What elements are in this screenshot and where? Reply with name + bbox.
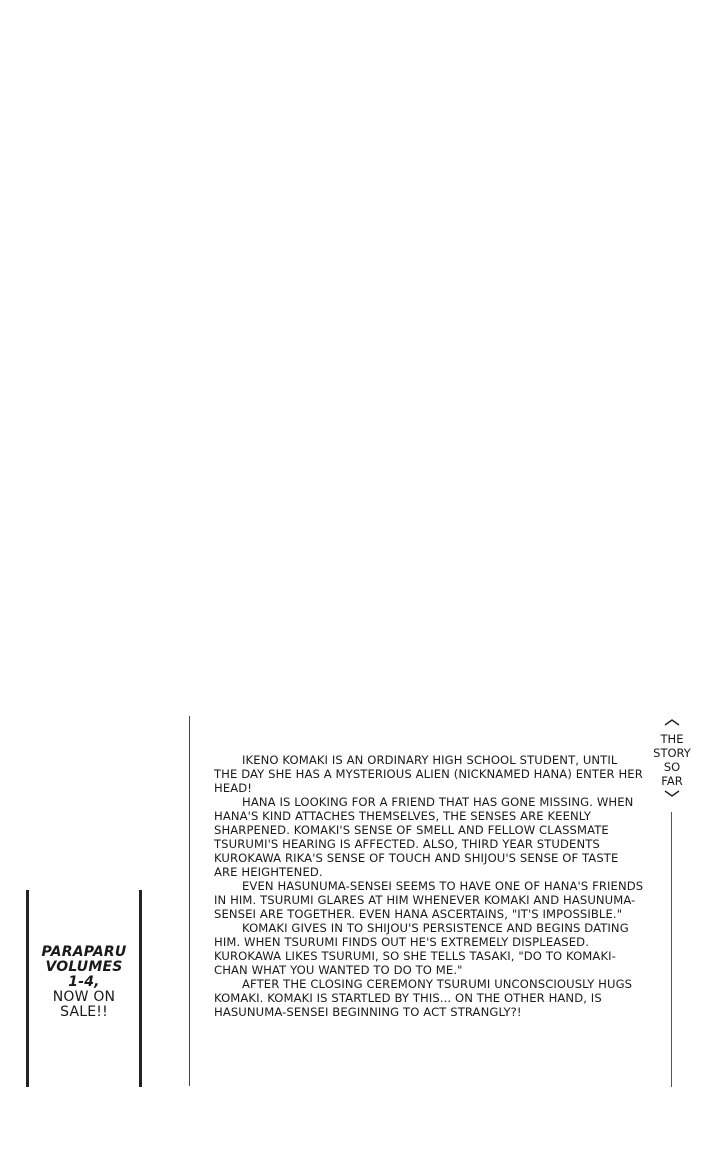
label-far: FAR — [661, 774, 683, 788]
side-divider-line — [671, 812, 672, 1087]
promo-box — [30, 945, 138, 1020]
promo-box-right-border — [139, 890, 142, 1087]
story-paragraph-5: AFTER THE CLOSING CEREMONY TSURUMI UNCONSCIOUSLY HUGS KOMAKI. KOMAKI IS STARTLED BY THIS... ON THE OTHER HAND, IS HASUNUMA-SENSEI BEGINNING TO ACT STRANGLY?! — [214, 977, 633, 1019]
promo-range: 1-4, — [68, 974, 100, 990]
chevron-down-icon — [644, 788, 700, 804]
story-paragraph-4: KOMAKI GIVES IN TO SHIJOU'S PERSISTENCE AND BEGINS DATING HIM. WHEN TSURUMI FINDS OUT HE'S EXTREMELY DISPLEASED. KUROKAWA LIKES TSURUMI, SO SHE TELLS TASAKI, "DO TO KOMAKI-CHAN WHAT YOU WANTED TO DO TO ME." — [214, 921, 629, 977]
label-the: THE — [660, 732, 684, 746]
promo-now-on: NOW ON — [52, 989, 116, 1005]
promo-sale: SALE!! — [60, 1004, 108, 1020]
label-story: STORY — [653, 746, 691, 760]
label-so: SO — [663, 760, 681, 774]
chevron-up-icon — [644, 716, 700, 732]
promo-title: PARAPARU — [41, 944, 127, 960]
story-paragraph-2: HANA IS LOOKING FOR A FRIEND THAT HAS GONE MISSING. WHEN HANA'S KIND ATTACHES THEMSELVES, THE SENSES ARE KEENLY SHARPENED. KOMAKI'S SENSE OF SMELL AND FELLOW CLASSMATE TSURUMI'S HEARING IS AFFECTED. ALSO, THIRD YEAR STUDENTS KUROKAWA RIKA'S SENSE OF TOUCH AND SHIJOU'S SENSE OF TASTE ARE HEIGHTENED. — [214, 795, 634, 879]
story-divider-line — [189, 716, 190, 1086]
story-so-far-text — [214, 753, 644, 1019]
story-so-far-label — [644, 716, 700, 804]
promo-box-left-border — [26, 890, 29, 1087]
story-paragraph-1: IKENO KOMAKI IS AN ORDINARY HIGH SCHOOL STUDENT, UNTIL THE DAY SHE HAS A MYSTERIOUS ALIEN (NICKNAMED HANA) ENTER HER HEAD! — [214, 753, 643, 795]
story-paragraph-3: EVEN HASUNUMA-SENSEI SEEMS TO HAVE ONE OF HANA'S FRIENDS IN HIM. TSURUMI GLARES AT HIM WHENEVER KOMAKI AND HASUNUMA-SENSEI ARE TOGETHER. EVEN HANA ASCERTAINS, "IT'S IMPOSSIBLE." — [214, 879, 644, 921]
promo-volumes: VOLUMES — [45, 959, 123, 975]
